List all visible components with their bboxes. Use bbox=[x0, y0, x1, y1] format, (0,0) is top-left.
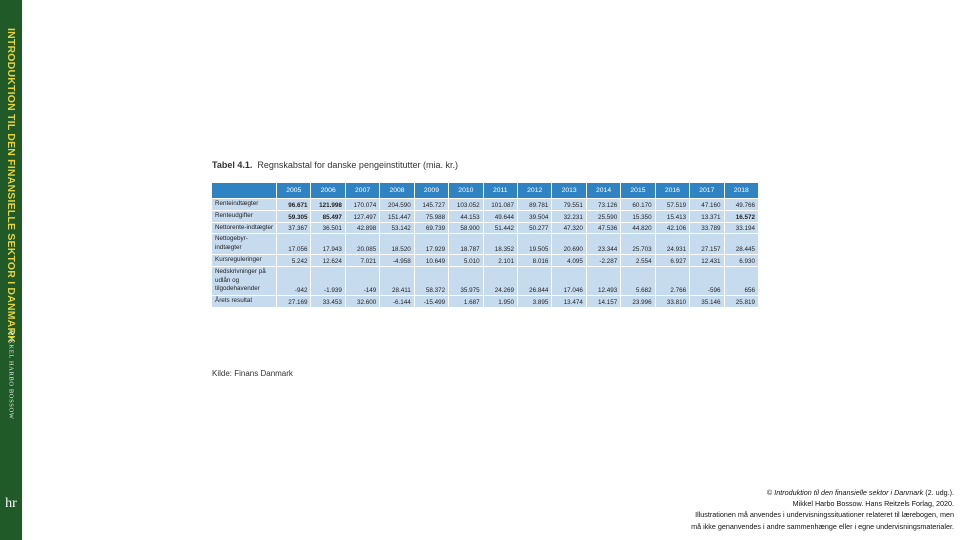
table-cell: 12.624 bbox=[310, 254, 344, 266]
table-cell: 42.898 bbox=[345, 222, 379, 234]
table-cell: 18.352 bbox=[483, 233, 517, 254]
table-cell: 5.242 bbox=[276, 254, 310, 266]
table-title bbox=[212, 160, 458, 170]
credit-book-title: Introduktion til den finansielle sektor i Danmark bbox=[774, 488, 924, 497]
year-header: 2016 bbox=[655, 183, 689, 198]
table-cell: 13.474 bbox=[551, 295, 585, 307]
table-cell: 16.572 bbox=[724, 210, 758, 222]
table-cell: 17.929 bbox=[414, 233, 448, 254]
row-label: Årets resultat bbox=[212, 295, 276, 307]
table-cell: 127.497 bbox=[345, 210, 379, 222]
table-cell: 96.671 bbox=[276, 198, 310, 210]
table-cell: 36.501 bbox=[310, 222, 344, 234]
table-cell: 23.996 bbox=[620, 295, 654, 307]
table-cell: 17.056 bbox=[276, 233, 310, 254]
table-cell: 28.411 bbox=[379, 266, 413, 295]
table-cell: 26.844 bbox=[517, 266, 551, 295]
table-cell: 10.649 bbox=[414, 254, 448, 266]
table-cell: -15.499 bbox=[414, 295, 448, 307]
year-header: 2010 bbox=[448, 183, 482, 198]
table-cell: 20.690 bbox=[551, 233, 585, 254]
table-cell: 28.445 bbox=[724, 233, 758, 254]
table-cell: 15.350 bbox=[620, 210, 654, 222]
table-cell: 3.895 bbox=[517, 295, 551, 307]
row-label: Nettorente-indtægter bbox=[212, 222, 276, 234]
table-cell: 13.371 bbox=[689, 210, 723, 222]
table-row bbox=[212, 254, 758, 266]
table-source: Kilde: Finans Danmark bbox=[212, 369, 293, 378]
table-cell: 6.930 bbox=[724, 254, 758, 266]
table-cell: -4.958 bbox=[379, 254, 413, 266]
table-cell: 44.820 bbox=[620, 222, 654, 234]
table-cell: 39.504 bbox=[517, 210, 551, 222]
table-cell: 2.101 bbox=[483, 254, 517, 266]
table-cell: 47.320 bbox=[551, 222, 585, 234]
table-cell: 49.766 bbox=[724, 198, 758, 210]
table-cell: 5.682 bbox=[620, 266, 654, 295]
table-cell: 37.367 bbox=[276, 222, 310, 234]
table-cell: 42.106 bbox=[655, 222, 689, 234]
table-caption: Regnskabstal for danske pengeinstitutter (mia. kr.) bbox=[257, 160, 458, 170]
table-cell: 12.431 bbox=[689, 254, 723, 266]
table-cell: -149 bbox=[345, 266, 379, 295]
table-cell: 27.169 bbox=[276, 295, 310, 307]
table-cell: 51.442 bbox=[483, 222, 517, 234]
table-cell: 47.160 bbox=[689, 198, 723, 210]
table-cell: 47.536 bbox=[586, 222, 620, 234]
year-header: 2015 bbox=[620, 183, 654, 198]
table-cell: 32.600 bbox=[345, 295, 379, 307]
table-cell: 19.505 bbox=[517, 233, 551, 254]
table-cell: 656 bbox=[724, 266, 758, 295]
table-cell: 101.087 bbox=[483, 198, 517, 210]
row-label: Renteudgifter bbox=[212, 210, 276, 222]
table-cell: 7.021 bbox=[345, 254, 379, 266]
table-row bbox=[212, 222, 758, 234]
table-cell: 58.372 bbox=[414, 266, 448, 295]
table-cell: 57.519 bbox=[655, 198, 689, 210]
table-cell: 25.703 bbox=[620, 233, 654, 254]
table-cell: 24.269 bbox=[483, 266, 517, 295]
table-cell: 18.520 bbox=[379, 233, 413, 254]
table-cell: 27.157 bbox=[689, 233, 723, 254]
table-cell: 6.927 bbox=[655, 254, 689, 266]
table-row bbox=[212, 210, 758, 222]
year-header: 2014 bbox=[586, 183, 620, 198]
table-cell: -6.144 bbox=[379, 295, 413, 307]
table-row bbox=[212, 295, 758, 307]
table-cell: 35.975 bbox=[448, 266, 482, 295]
table-cell: 35.146 bbox=[689, 295, 723, 307]
table-cell: 103.052 bbox=[448, 198, 482, 210]
table-cell: 44.153 bbox=[448, 210, 482, 222]
table-cell: 24.931 bbox=[655, 233, 689, 254]
table-cell: 23.344 bbox=[586, 233, 620, 254]
table-cell: 15.413 bbox=[655, 210, 689, 222]
credit-edition: (2. udg.). bbox=[923, 488, 954, 497]
table-cell: 12.493 bbox=[586, 266, 620, 295]
table-cell: 204.590 bbox=[379, 198, 413, 210]
table-row bbox=[212, 198, 758, 210]
table-cell: 33.810 bbox=[655, 295, 689, 307]
table-cell: 14.157 bbox=[586, 295, 620, 307]
table-row bbox=[212, 266, 758, 295]
year-header: 2018 bbox=[724, 183, 758, 198]
table-cell: 17.943 bbox=[310, 233, 344, 254]
table-cell: 25.819 bbox=[724, 295, 758, 307]
table-cell: 59.305 bbox=[276, 210, 310, 222]
credit-line-3: Illustrationen må anvendes i undervisningssituationer relateret til lærebogen, men bbox=[695, 510, 954, 520]
year-header: 2013 bbox=[551, 183, 585, 198]
table-cell: 5.010 bbox=[448, 254, 482, 266]
table-cell: 60.170 bbox=[620, 198, 654, 210]
table-cell: -942 bbox=[276, 266, 310, 295]
publisher-logo: hr bbox=[5, 496, 17, 511]
table-cell: 25.590 bbox=[586, 210, 620, 222]
table-cell: 50.277 bbox=[517, 222, 551, 234]
table-cell: 151.447 bbox=[379, 210, 413, 222]
table-cell: 85.497 bbox=[310, 210, 344, 222]
table-cell: 2.766 bbox=[655, 266, 689, 295]
table-cell: 145.727 bbox=[414, 198, 448, 210]
table-cell: 121.998 bbox=[310, 198, 344, 210]
book-spine bbox=[0, 0, 22, 540]
year-header: 2008 bbox=[379, 183, 413, 198]
credit-line-4: må ikke genanvendes i andre sammenhænge eller i egne undervisningsmaterialer. bbox=[691, 521, 954, 531]
table-cell: 8.016 bbox=[517, 254, 551, 266]
table-cell: 73.126 bbox=[586, 198, 620, 210]
year-header: 2012 bbox=[517, 183, 551, 198]
table-cell: 4.095 bbox=[551, 254, 585, 266]
copyright-notice bbox=[534, 487, 954, 532]
table-cell: 58.900 bbox=[448, 222, 482, 234]
table-cell: 2.554 bbox=[620, 254, 654, 266]
table-number: Tabel 4.1. bbox=[212, 160, 253, 170]
year-header: 2007 bbox=[345, 183, 379, 198]
row-label: Renteindtægter bbox=[212, 198, 276, 210]
year-header: 2011 bbox=[483, 183, 517, 198]
table-cell: -1.939 bbox=[310, 266, 344, 295]
table-cell: 75.988 bbox=[414, 210, 448, 222]
table-cell: 49.644 bbox=[483, 210, 517, 222]
table-cell: 33.194 bbox=[724, 222, 758, 234]
spine-author: MIKKEL HARBO BOSSOW bbox=[7, 330, 15, 420]
credit-prefix: © bbox=[766, 488, 775, 497]
year-header: 2017 bbox=[689, 183, 723, 198]
table-cell: 33.453 bbox=[310, 295, 344, 307]
table-cell: 1.687 bbox=[448, 295, 482, 307]
table-cell: 32.231 bbox=[551, 210, 585, 222]
year-header: 2005 bbox=[276, 183, 310, 198]
year-header: 2009 bbox=[414, 183, 448, 198]
table-cell: 79.551 bbox=[551, 198, 585, 210]
table-cell: 18.787 bbox=[448, 233, 482, 254]
table-cell: 53.142 bbox=[379, 222, 413, 234]
credit-line-2: Mikkel Harbo Bossow. Hans Reitzels Forlag, 2020. bbox=[792, 499, 954, 509]
table-cell: 1.950 bbox=[483, 295, 517, 307]
row-label: Kursreguleringer bbox=[212, 254, 276, 266]
row-label: Nedskrivninger på udlån og tilgodehavender bbox=[212, 266, 276, 295]
table-body bbox=[212, 198, 758, 307]
table-header-row bbox=[212, 183, 758, 198]
table-cell: -596 bbox=[689, 266, 723, 295]
credit-line-1 bbox=[534, 487, 954, 498]
table-cell: 33.789 bbox=[689, 222, 723, 234]
header-corner bbox=[212, 183, 276, 198]
row-label: Nettogebyr-indtægter bbox=[212, 233, 276, 254]
financial-table bbox=[212, 183, 758, 307]
table-cell: 170.074 bbox=[345, 198, 379, 210]
table-cell: -2.287 bbox=[586, 254, 620, 266]
table-cell: 69.739 bbox=[414, 222, 448, 234]
table-row bbox=[212, 233, 758, 254]
spine-title: INTRODUKTION TIL DEN FINANSIELLE SEKTOR I DANMARK bbox=[5, 28, 17, 344]
year-header: 2006 bbox=[310, 183, 344, 198]
table-cell: 20.085 bbox=[345, 233, 379, 254]
table-cell: 17.046 bbox=[551, 266, 585, 295]
table-cell: 89.781 bbox=[517, 198, 551, 210]
